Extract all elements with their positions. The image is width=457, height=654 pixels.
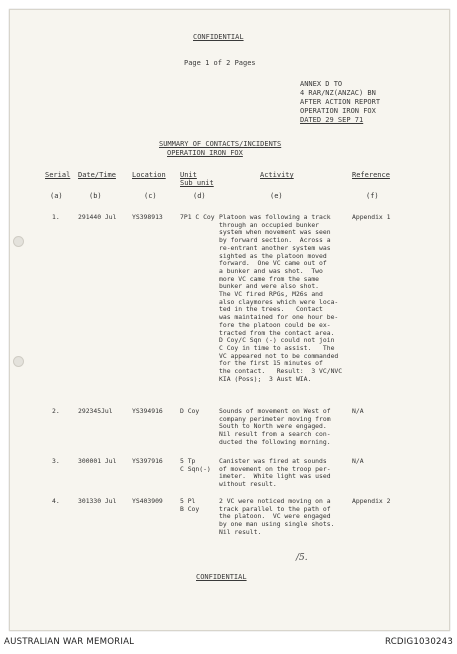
row-reference: N/A [352, 407, 364, 415]
row-reference: N/A [352, 457, 364, 465]
continuation-mark: /5. [296, 553, 308, 563]
column-letter: (b) [89, 192, 102, 200]
row-activity: 2 VC were noticed moving on a track parallel to the path of the platoon. VC were engaged by one man using single shots. Nil result. [219, 497, 335, 536]
column-letter: (f) [366, 192, 379, 200]
annex-line: 4 RAR/NZ(ANZAC) BN [300, 89, 376, 97]
row-location: YS397916 [132, 457, 163, 465]
summary-subtitle: OPERATION IRON FOX [167, 149, 243, 157]
row-location: YS394916 [132, 407, 163, 415]
row-datetime: 301330 Jul [78, 497, 117, 505]
row-reference: Appendix 1 [352, 213, 391, 221]
row-reference: Appendix 2 [352, 497, 391, 505]
column-header-datetime: Date/Time [78, 171, 116, 179]
row-unit: D Coy [180, 407, 200, 415]
annex-line: AFTER ACTION REPORT [300, 98, 381, 106]
archive-footer-right: RCDIG1030243 [384, 637, 453, 647]
column-letter: (c) [144, 192, 157, 200]
annex-line: OPERATION IRON FOX [300, 107, 376, 115]
archive-footer-left: AUSTRALIAN WAR MEMORIAL [4, 637, 135, 647]
row-activity: Sounds of movement on West of company perimeter moving from South to North were engaged. Nil result from a search con- ducted the following morning. [219, 407, 331, 446]
row-serial: 1. [52, 213, 60, 221]
row-serial: 4. [52, 497, 60, 505]
column-letter: (a) [50, 192, 63, 200]
column-header-serial: Serial [45, 171, 71, 179]
column-header-reference: Reference [352, 171, 390, 179]
annex-line: ANNEX D TO [300, 80, 343, 88]
classification-bottom: CONFIDENTIAL [196, 573, 247, 581]
row-unit: 5 Pl B Coy [180, 497, 200, 513]
row-serial: 3. [52, 457, 60, 465]
column-letter: (e) [270, 192, 283, 200]
punch-hole [13, 356, 24, 367]
row-location: YS398913 [132, 213, 163, 221]
classification-top: CONFIDENTIAL [193, 33, 244, 41]
row-location: YS403909 [132, 497, 163, 505]
summary-title: SUMMARY OF CONTACTS/INCIDENTS [159, 140, 282, 148]
punch-hole [13, 236, 24, 247]
row-datetime: 300001 Jul [78, 457, 117, 465]
row-unit: 5 Tp C Sqn(-) [180, 457, 211, 473]
column-header-activity: Activity [260, 171, 294, 179]
column-header-location: Location [132, 171, 166, 179]
row-datetime: 291440 Jul [78, 213, 117, 221]
column-letter: (d) [193, 192, 206, 200]
row-activity: Platoon was following a track through an occupied bunker system when movement was seen by forward section. Across a re-entrant another system was sighted as the platoon moved forward. One VC came out of a bunker and was shot. Two more VC came from the same bunker and were also shot. The VC fired RPGs, M26s and also claymores which were loca- ted in the trees. Contact was maintained for one hour be- fore the platoon could be ex- tracted from the contact area. D Coy/C Sqn (-) could not join C Coy in time to assist. The VC appeared not to be commanded for the first 15 minutes of the contact. Result: 3 VC/NVC KIA (Poss); 3 Aust WIA. [219, 213, 343, 383]
column-header-unit: Unit Sub unit [180, 171, 214, 187]
row-datetime: 292345Jul [78, 407, 113, 415]
annex-line: DATED 29 SEP 71 [300, 116, 364, 124]
row-unit: 7P1 C Coy [180, 213, 215, 221]
page-count: Page 1 of 2 Pages [184, 59, 256, 67]
row-serial: 2. [52, 407, 60, 415]
row-activity: Canister was fired at sounds of movement on the troop per- imeter. White light was used without result. [219, 457, 331, 489]
